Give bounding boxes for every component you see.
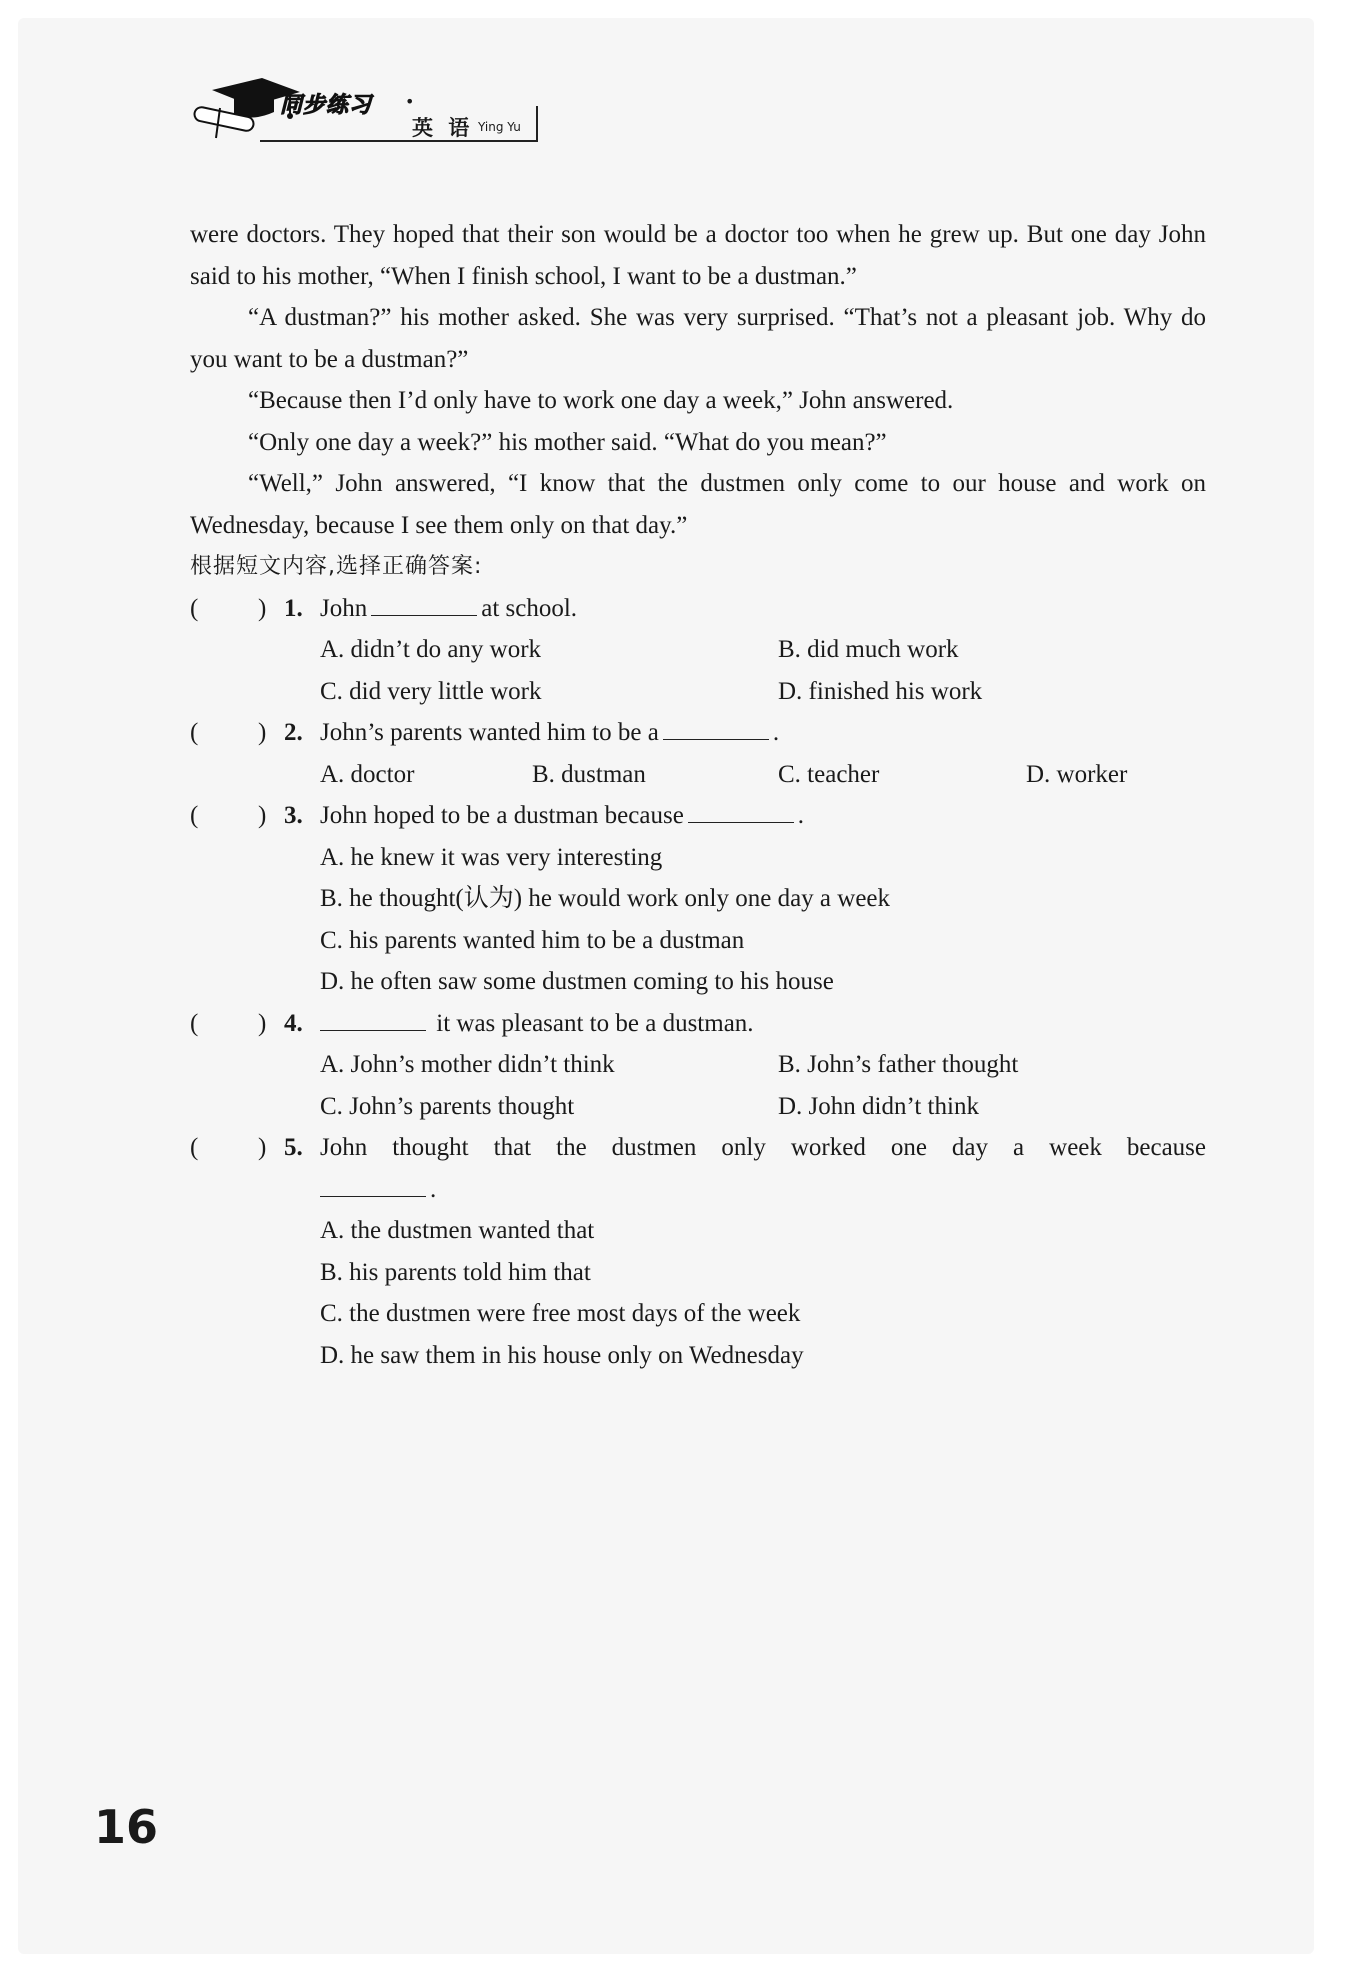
option[interactable]: B. did much work	[778, 636, 959, 663]
question-stem: John thought that the dustmen only worked one day a week because	[320, 1134, 1206, 1161]
question-stem	[320, 795, 1206, 837]
option[interactable]: D. worker	[1026, 760, 1128, 788]
instruction: 根据短文内容,选择正确答案:	[190, 554, 483, 579]
option[interactable]: B. he thought(认为) he would work only one day a week	[320, 885, 891, 912]
question-stem	[320, 712, 1206, 754]
passage-paragraph: were doctors. They hoped that their son would be a doctor too when he grew up. But one day John said to his mother, “When I finish school, I want to be a dustman.”	[190, 221, 1206, 290]
option[interactable]: D. finished his work	[778, 677, 983, 705]
stem-text: at school.	[481, 594, 578, 622]
option[interactable]: A. doctor	[320, 760, 415, 788]
question-2	[190, 712, 1206, 754]
option[interactable]: A. didn’t do any work	[320, 636, 542, 663]
option[interactable]: B. dustman	[532, 760, 646, 788]
option-row	[190, 1293, 1206, 1335]
header-rule	[260, 140, 538, 142]
option[interactable]: C. John’s parents thought	[320, 1092, 575, 1120]
option[interactable]: C. his parents wanted him to be a dustman	[320, 926, 745, 954]
option-row	[190, 629, 1206, 671]
page-number: 16	[94, 1800, 159, 1854]
option-row	[190, 961, 1206, 1003]
option-row	[190, 878, 1206, 920]
option-row	[190, 1335, 1206, 1377]
option[interactable]: D. he often saw some dustmen coming to his house	[320, 968, 834, 995]
option[interactable]: C. the dustmen were free most days of the week	[320, 1300, 801, 1327]
option-row	[190, 920, 1206, 962]
option[interactable]: D. he saw them in his house only on Wednesday	[320, 1341, 804, 1369]
stem-text: it was pleasant to be a dustman.	[436, 1009, 754, 1037]
question-4	[190, 1003, 1206, 1045]
option[interactable]: B. his parents told him that	[320, 1258, 591, 1286]
option-row	[190, 1086, 1206, 1128]
answer-blank[interactable]	[688, 796, 794, 823]
subject-title: 英 语	[412, 116, 474, 140]
answer-blank[interactable]	[320, 1170, 426, 1197]
option-row	[190, 671, 1206, 713]
question-number: 1.	[284, 594, 303, 622]
question-number: 5.	[284, 1134, 303, 1161]
stem-text: John	[320, 594, 368, 622]
header-bullet: •	[405, 92, 415, 111]
page-header	[190, 78, 540, 148]
question-5	[190, 1127, 1206, 1169]
answer-bracket-open[interactable]: (	[190, 1009, 199, 1037]
answer-bracket-close: )	[258, 802, 267, 829]
answer-blank[interactable]	[663, 713, 769, 740]
option-row	[190, 1044, 1206, 1086]
option[interactable]: A. the dustmen wanted that	[320, 1217, 595, 1244]
question-3	[190, 795, 1206, 837]
answer-bracket-open[interactable]: (	[190, 1134, 199, 1161]
option-row	[190, 1210, 1206, 1252]
passage-paragraph: “Only one day a week?” his mother said. “What do you mean?”	[248, 428, 887, 456]
question-stem	[320, 1003, 1206, 1045]
question-1	[190, 588, 1206, 630]
exercise-content	[190, 214, 1206, 1376]
option[interactable]: C. teacher	[778, 760, 880, 788]
passage-paragraph: “Because then I’d only have to work one day a week,” John answered.	[248, 387, 954, 414]
question-continuation	[190, 1169, 1206, 1211]
stem-tail	[320, 1169, 436, 1211]
answer-bracket-open[interactable]: (	[190, 802, 199, 829]
option[interactable]: B. John’s father thought	[778, 1051, 1019, 1078]
option[interactable]: A. John’s mother didn’t think	[320, 1051, 615, 1078]
answer-bracket-open[interactable]: (	[190, 594, 199, 622]
option[interactable]: D. John didn’t think	[778, 1092, 979, 1120]
header-rule-end	[536, 106, 538, 142]
option-row	[190, 754, 1206, 796]
question-stem	[320, 588, 1206, 630]
subject-pinyin: Ying Yu	[478, 120, 521, 134]
option-row	[190, 1252, 1206, 1294]
stem-text: .	[772, 719, 780, 746]
question-number: 3.	[284, 802, 303, 829]
stem-text: John hoped to be a dustman because	[320, 802, 684, 829]
option-row	[190, 837, 1206, 879]
option[interactable]: A. he knew it was very interesting	[320, 843, 663, 871]
passage-paragraph: “A dustman?” his mother asked. She was very surprised. “That’s not a pleasant job. Why do you want to be a dustman?”	[190, 304, 1206, 373]
question-number: 2.	[284, 719, 303, 746]
answer-bracket-close: )	[258, 1134, 267, 1161]
answer-bracket-open[interactable]: (	[190, 719, 199, 746]
answer-bracket-close: )	[258, 1009, 267, 1037]
series-brand: 同步练习	[280, 93, 373, 118]
answer-bracket-close: )	[258, 594, 267, 622]
passage-paragraph: “Well,” John answered, “I know that the dustmen only come to our house and work on Wednesday, because I see them only on that day.”	[190, 470, 1206, 539]
answer-bracket-close: )	[258, 719, 267, 746]
option[interactable]: C. did very little work	[320, 677, 542, 705]
answer-blank[interactable]	[371, 589, 477, 616]
stem-text: John’s parents wanted him to be a	[320, 719, 659, 746]
answer-blank[interactable]	[320, 1004, 426, 1031]
stem-text: .	[430, 1175, 437, 1203]
stem-text: .	[797, 802, 805, 829]
question-number: 4.	[284, 1009, 303, 1037]
